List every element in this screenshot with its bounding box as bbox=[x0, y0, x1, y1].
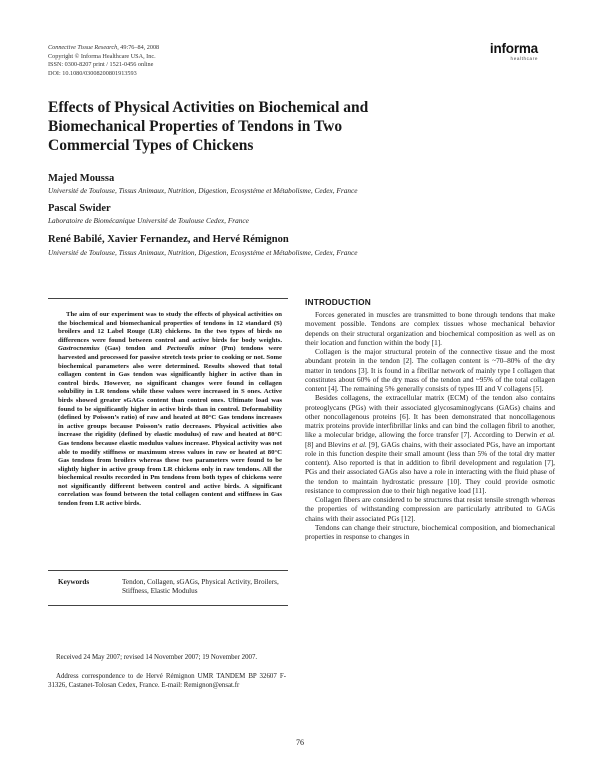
correspondence-address: Address correspondence to de Hervé Rémignon UMR TANDEM BP 32607 F-31326, Castanet-Tolosan Cedex, France. E-mail: Remignon@ensat.fr bbox=[48, 673, 286, 689]
keywords-top-rule bbox=[48, 570, 288, 571]
abstract-term: Gastrocnemius bbox=[58, 345, 100, 353]
journal-volume-pages: 49:76–84, 2008 bbox=[118, 44, 160, 51]
abstract-text: The aim of our experiment was to study the effects of physical activities on the biochemical and biomechanical properties of tendons in 12 standard (S) broilers and 12 Label Rouge (LR) chickens. In the two types of birds no differences were found between control and active birds for body weights. bbox=[58, 311, 282, 344]
paragraph: Tendons can change their structure, biochemical composition, and biomechanical properties in response to changes in bbox=[305, 522, 555, 541]
article-title: Effects of Physical Activities on Biochemical and Biomechanical Properties of Tendons in Two Commercial Types of Chickens bbox=[48, 99, 369, 154]
paragraph: Collagen is the major structural protein of the connective tissue and the most abundant protein in the tendon [2]. The collagen content is ~70–80% of the dry matter in tendons [3]. It is found in a fibrillar network of mainly type I collagen that constitutes about 60% of the dry mass of the tendon and ~95% of the total collagen content [4]. The remaining 5% generally consists of types III and V collagens [5]. bbox=[305, 347, 555, 393]
received-dates: Received 24 May 2007; revised 14 November 2007; 19 November 2007. bbox=[56, 654, 258, 661]
paragraph: Forces generated in muscles are transmitted to bone through tendons that make movement possible. Tendons are complex tissues whose mechanical behavior depends on their structural organization and biochemical composition as well as on their location and function within the body [1]. bbox=[305, 310, 555, 347]
citation-etal: et al. bbox=[539, 430, 556, 440]
paragraph: Collagen fibers are considered to be structures that resist tensile strength whereas the properties of withstanding compression are particularly attributed to GAGs chains with their associated PGs [12]. bbox=[305, 495, 555, 523]
copyright-line: Copyright © Informa Healthcare USA, Inc. bbox=[48, 52, 156, 60]
abstract-term: Pectoralis minor bbox=[166, 345, 217, 353]
publisher-logo bbox=[490, 42, 538, 61]
logo-wordmark: informa bbox=[489, 41, 538, 56]
section-heading-introduction: INTRODUCTION bbox=[305, 297, 372, 307]
author-name: Majed Moussa bbox=[48, 173, 115, 184]
journal-name: Connective Tissue Research, bbox=[48, 44, 119, 51]
author-name: René Babilé, Xavier Fernandez, and Hervé Rémignon bbox=[48, 234, 289, 245]
abstract-text: (Gas) tendon and bbox=[99, 345, 167, 353]
keywords-text: Tendon, Collagen, sGAGs, Physical Activity, Broilers, Stiffness, Elastic Modulus bbox=[122, 578, 279, 596]
abstract-text: (Pm) tendons were harvested and processed for passive stretch tests prior to cooking or not. Some biochemical parameters also were determined. Results showed that total collagen content in Gas tendon was significantly higher in active than in control birds. However, no significant changes were found in collagen solubility in LR tendons while these values were increased in S ones. Active birds showed greater sGAGs content than control ones. Ultimate load was found to be significantly higher in active birds than in control. Deformability (defined by Poisson’s ratio) of raw and heated at 80°C Gas tendons increases in active groups because Poisson’s ratio decreases. Physical activities also increase the rigidity (defined by elastic modulus) of raw and heated at 80°C Gas tendons because elastic modulus values increase. Physical activity was not able to modify stiffness or maximum stress values in raw or heated at 80°C Gas tendons from broilers whereas these two parameters were found to be slightly higher in active group from LR chickens only in raw tendons. All the biochemical results recorded in Pm tendons from both types of chickens were not significantly different between control and active birds. A significant correlation was found between the total collagen content and stiffness in Gas tendon from LR active birds. bbox=[58, 345, 282, 508]
author-name: Pascal Swider bbox=[48, 203, 111, 214]
journal-citation bbox=[48, 44, 159, 53]
journal-metadata bbox=[48, 44, 159, 78]
paragraph-text: Besides collagens, the extracellular matrix (ECM) of the tendon also contains proteoglycans (PGs) with their associated glycosaminoglycans (GAGs) chains and other noncollagenous proteins [6]. It has been demonstrated that noncollagenous matrix proteins provide interfibrillar links and can bind the collagen fibril to another, like a molecular bridge, allowing the force transfer [7]. According to Derwin bbox=[305, 393, 555, 440]
paragraph-text: [9], GAGs chains, with their associated PGs, have an important role in this function despite their small amount (less than 5% of the total dry matter content). Also reported is that in addition to fibril development and regulation [7], PGs and their associated GAGs also have a role in interacting with the fluid phase of the tendon to maintain hydrostatic pressure [10]. They could provide osmotic resistance to compression due to their high negative load [11]. bbox=[305, 439, 555, 495]
logo-subline: healthcare bbox=[510, 56, 538, 61]
keywords-bottom-rule bbox=[48, 605, 288, 606]
issn-line: ISSN: 0300-8207 print / 1521-0456 online bbox=[48, 61, 154, 69]
author-affiliation: Université de Toulouse, Tissus Animaux, Nutrition, Digestion, Ecosystéme et Métabolisme, Cedex, France bbox=[48, 248, 358, 257]
keywords-label: Keywords bbox=[58, 578, 90, 586]
author-affiliation: Laboratoire de Biomécanique Université de Toulouse Cedex, France bbox=[48, 216, 249, 225]
author-affiliation: Université de Toulouse, Tissus Animaux, Nutrition, Digestion, Ecosystéme et Métabolisme, Cedex, France bbox=[48, 186, 358, 195]
paragraph-text: [8] and Blevins bbox=[305, 439, 353, 449]
abstract bbox=[58, 311, 282, 509]
paragraph bbox=[305, 393, 555, 495]
doi-line: DOI: 10.1080/03008200801913593 bbox=[48, 69, 137, 77]
abstract-top-rule bbox=[48, 298, 288, 299]
citation-etal: et al. bbox=[352, 439, 367, 449]
page-number: 76 bbox=[296, 738, 304, 747]
introduction-body bbox=[305, 310, 555, 541]
